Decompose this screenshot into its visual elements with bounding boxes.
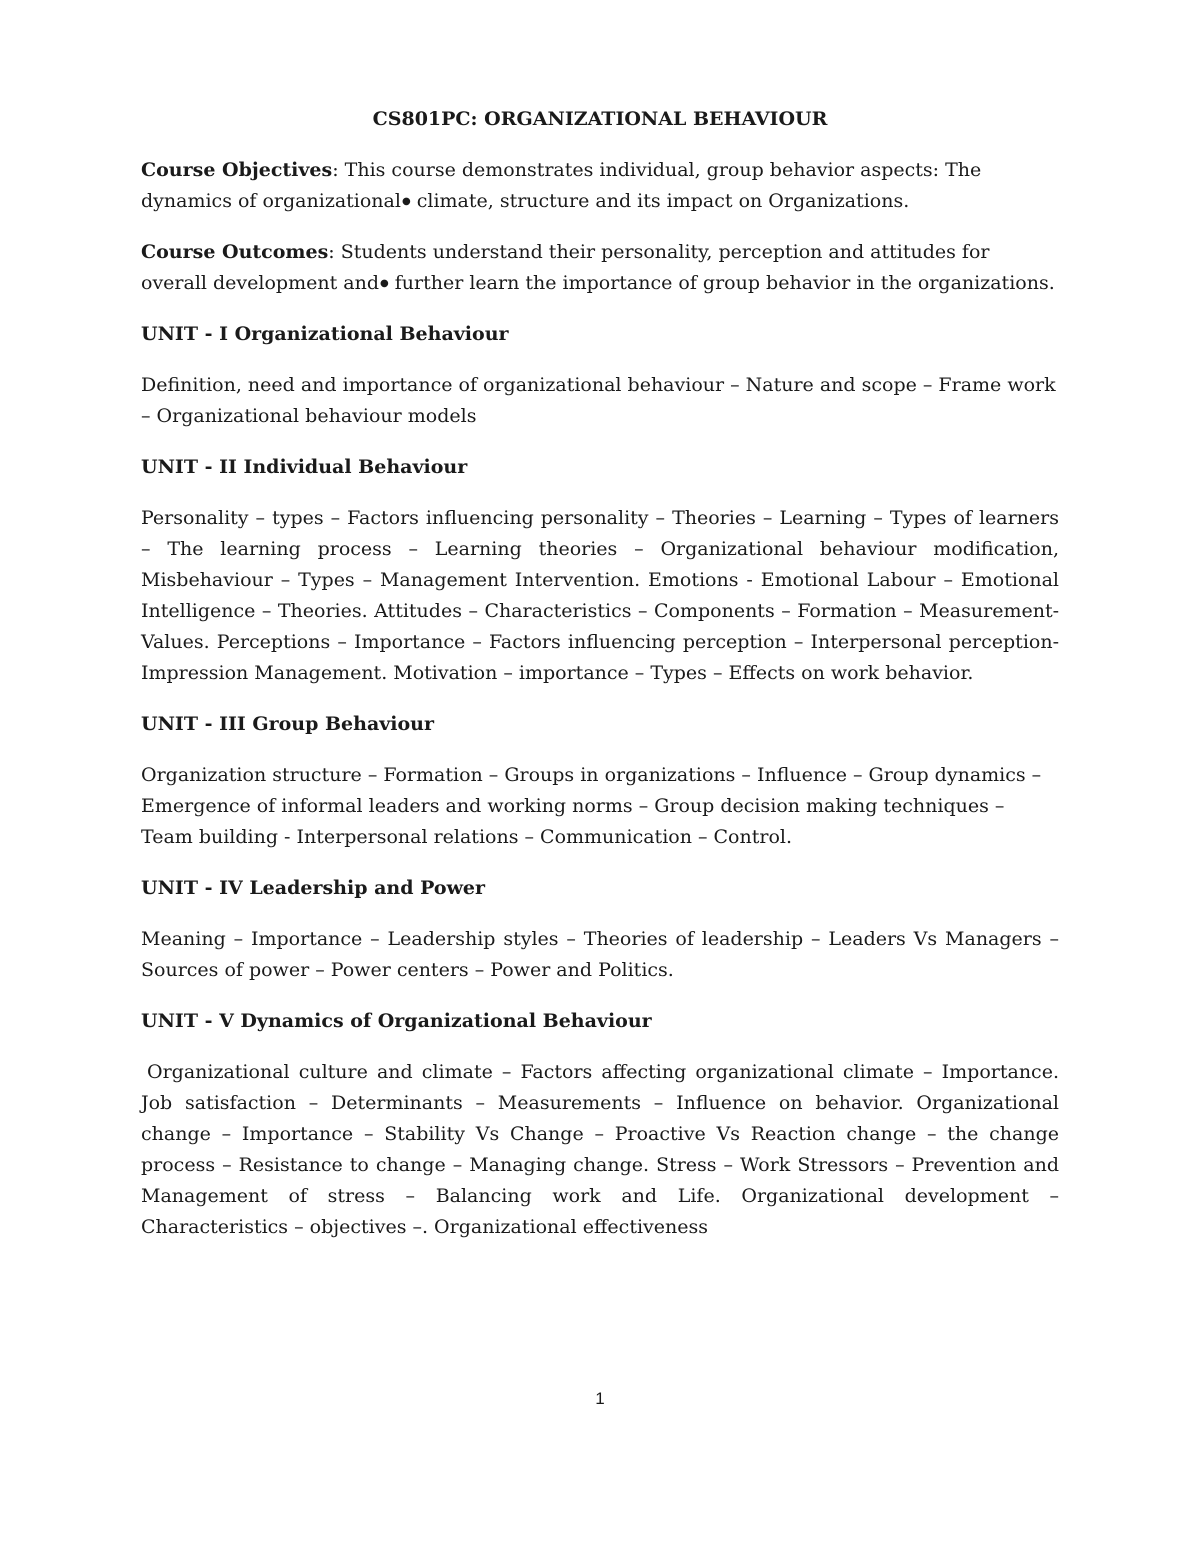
course-outcomes xyxy=(141,237,1059,299)
course-objectives xyxy=(141,155,1059,217)
bullet-icon: ● xyxy=(401,196,411,207)
unit-5-body-text: Organizational culture and climate – Factors affecting organizational climate – Importance. Job satisfaction – Determinants – Measurements – Influence on behavior. Organizational change – Importance – Stability Vs Change – Proactive Vs Reaction change – the change process – Resistance to change – Managing change. Stress – Work Stressors – Prevention and Management of stress – Balancing work and Life. Organizational development – Characteristics – objectives –. Organizational effectiveness xyxy=(141,1061,1059,1238)
unit-2-heading: UNIT - II Individual Behaviour xyxy=(141,456,468,478)
unit-1-body: Definition, need and importance of organizational behaviour – Nature and scope – Frame work – Organizational behaviour models xyxy=(141,374,1056,427)
unit-4-heading: UNIT - IV Leadership and Power xyxy=(141,877,486,899)
course-outcomes-label: Course Outcomes xyxy=(141,241,329,263)
unit-5-heading: UNIT - V Dynamics of Organizational Behaviour xyxy=(141,1010,652,1032)
bullet-icon: ● xyxy=(379,278,389,289)
document-page xyxy=(141,104,1059,1263)
course-objectives-text-a: : This course demonstrates individual, group behavior aspects: The dynamics of organizational xyxy=(141,159,982,212)
course-objectives-text-b: climate, structure and its impact on Organizations. xyxy=(410,190,910,212)
course-outcomes-text-b: further learn the importance of group behavior in the organizations. xyxy=(388,272,1055,294)
document-title: CS801PC: ORGANIZATIONAL BEHAVIOUR xyxy=(372,108,828,130)
unit-4-body: Meaning – Importance – Leadership styles – Theories of leadership – Leaders Vs Managers – Sources of power – Power centers – Power and Politics. xyxy=(141,928,1059,981)
unit-3-heading: UNIT - III Group Behaviour xyxy=(141,713,435,735)
course-objectives-label: Course Objectives xyxy=(141,159,333,181)
unit-3-body: Organization structure – Formation – Groups in organizations – Influence – Group dynamics – Emergence of informal leaders and working norms – Group decision making techniques – Team building - Interpersonal relations – Communication – Control. xyxy=(141,764,1042,848)
unit-1-heading: UNIT - I Organizational Behaviour xyxy=(141,323,509,345)
page-number: 1 xyxy=(595,1389,605,1408)
unit-2-body: Personality – types – Factors influencing personality – Theories – Learning – Types of learners – The learning process – Learning theories – Organizational behaviour modification, Misbehaviour – Types – Management Intervention. Emotions - Emotional Labour – Emotional Intelligence – Theories. Attitudes – Characteristics – Components – Formation – Measurement- Values. Perceptions – Importance – Factors influencing perception – Interpersonal perception- Impression Management. Motivation – importance – Types – Effects on work behavior. xyxy=(141,507,1059,684)
course-outcomes-text-a: : Students understand their personality, perception and attitudes for overall development and xyxy=(141,241,990,294)
unit-5-body xyxy=(141,1057,1059,1243)
